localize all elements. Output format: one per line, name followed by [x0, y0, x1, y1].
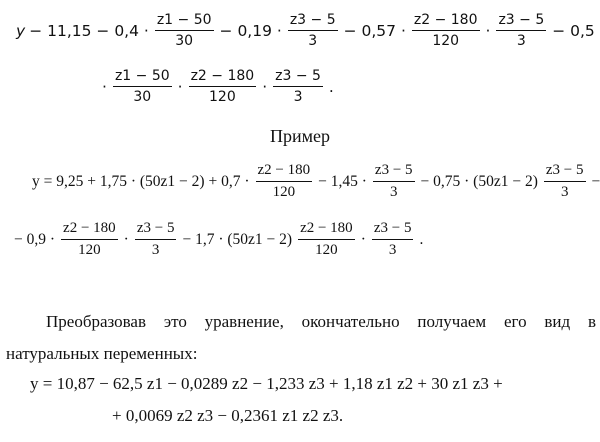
- eq1-lhs: y: [16, 21, 26, 40]
- equation-2-line-1: [30, 162, 600, 201]
- fraction: [256, 162, 313, 201]
- fraction-numerator: z3 − 5: [496, 12, 546, 31]
- fraction-denominator: 3: [560, 184, 569, 200]
- fraction-numerator: z1 − 50: [113, 68, 172, 87]
- fraction-denominator: 120: [272, 184, 296, 200]
- eq2-term: .: [419, 230, 424, 248]
- equation-1-line-2: [100, 68, 336, 105]
- eq2-term: y = 9,25 + 1,75 · (50z1 − 2) + 0,7 ·: [32, 172, 250, 190]
- fraction-numerator: z3 − 5: [273, 68, 323, 87]
- fraction-numerator: z2 − 180: [412, 12, 480, 31]
- fraction: [273, 68, 323, 105]
- eq1-term: − 0,5: [552, 21, 595, 40]
- fraction-denominator: 3: [308, 33, 318, 49]
- fraction-denominator: 120: [432, 33, 460, 49]
- eq1-term: .: [328, 77, 334, 96]
- example-heading: Пример: [269, 126, 330, 146]
- final-equation-line-2: + 0,0069 z2 z3 − 0,2361 z1 z2 z3.: [112, 406, 344, 425]
- eq1-term: − 11,15 − 0,4 ·: [29, 21, 149, 40]
- body-paragraph: [6, 306, 596, 370]
- fraction: [113, 68, 172, 105]
- eq1-term: ·: [177, 77, 183, 96]
- fraction: [288, 12, 338, 49]
- fraction: [373, 162, 415, 201]
- fraction-numerator: z2 − 180: [298, 220, 355, 240]
- eq2-term: − 1,45 ·: [318, 172, 367, 190]
- fraction-denominator: 3: [388, 242, 397, 258]
- fraction-denominator: 3: [516, 33, 526, 49]
- fraction: [61, 220, 118, 259]
- eq1-term: ·: [262, 77, 268, 96]
- fraction-denominator: 3: [389, 184, 398, 200]
- equation-1-line-1: [14, 12, 597, 49]
- fraction-denominator: 120: [209, 89, 236, 105]
- fraction-denominator: 120: [315, 242, 338, 258]
- fraction-denominator: 30: [133, 89, 152, 105]
- eq1-term: − 0,57 ·: [343, 21, 406, 40]
- eq1-term: − 0,19 ·: [219, 21, 282, 40]
- fraction: [372, 220, 414, 259]
- eq2-term: −: [591, 172, 600, 190]
- fraction-denominator: 30: [175, 33, 194, 49]
- fraction-numerator: z2 − 180: [189, 68, 257, 87]
- eq2-term: ·: [360, 230, 366, 248]
- fraction: [298, 220, 355, 259]
- fraction-numerator: z2 − 180: [61, 220, 118, 240]
- fraction: [412, 12, 480, 49]
- final-equation-line-1: y = 10,87 − 62,5 z1 − 0,0289 z2 − 1,233 z3 + 1,18 z1 z2 + 30 z1 z3 +: [30, 374, 503, 393]
- eq2-term: ·: [123, 230, 129, 248]
- fraction: [544, 162, 586, 201]
- fraction-denominator: 3: [151, 242, 160, 258]
- fraction-numerator: z3 − 5: [544, 162, 586, 182]
- fraction: [155, 12, 214, 49]
- eq1-term: ·: [102, 77, 107, 96]
- fraction-numerator: z3 − 5: [288, 12, 338, 31]
- fraction: [496, 12, 546, 49]
- fraction-numerator: z3 − 5: [373, 162, 415, 182]
- eq2-term: − 1,7 · (50z1 − 2): [182, 230, 293, 248]
- fraction-denominator: 3: [293, 89, 303, 105]
- fraction-numerator: z3 − 5: [372, 220, 414, 240]
- fraction: [135, 220, 177, 259]
- fraction-numerator: z2 − 180: [256, 162, 313, 182]
- fraction: [189, 68, 257, 105]
- fraction-numerator: z3 − 5: [135, 220, 177, 240]
- fraction-numerator: z1 − 50: [155, 12, 214, 31]
- fraction-denominator: 120: [78, 242, 101, 258]
- eq2-term: − 0,75 · (50z1 − 2): [420, 172, 538, 190]
- paragraph-text: Преобразовав это уравнение, окончательно получаем его вид в натуральных переменных:: [6, 312, 596, 363]
- eq1-term: ·: [485, 21, 491, 40]
- eq2-term: − 0,9 ·: [14, 230, 56, 248]
- equation-2-line-2: [12, 220, 425, 259]
